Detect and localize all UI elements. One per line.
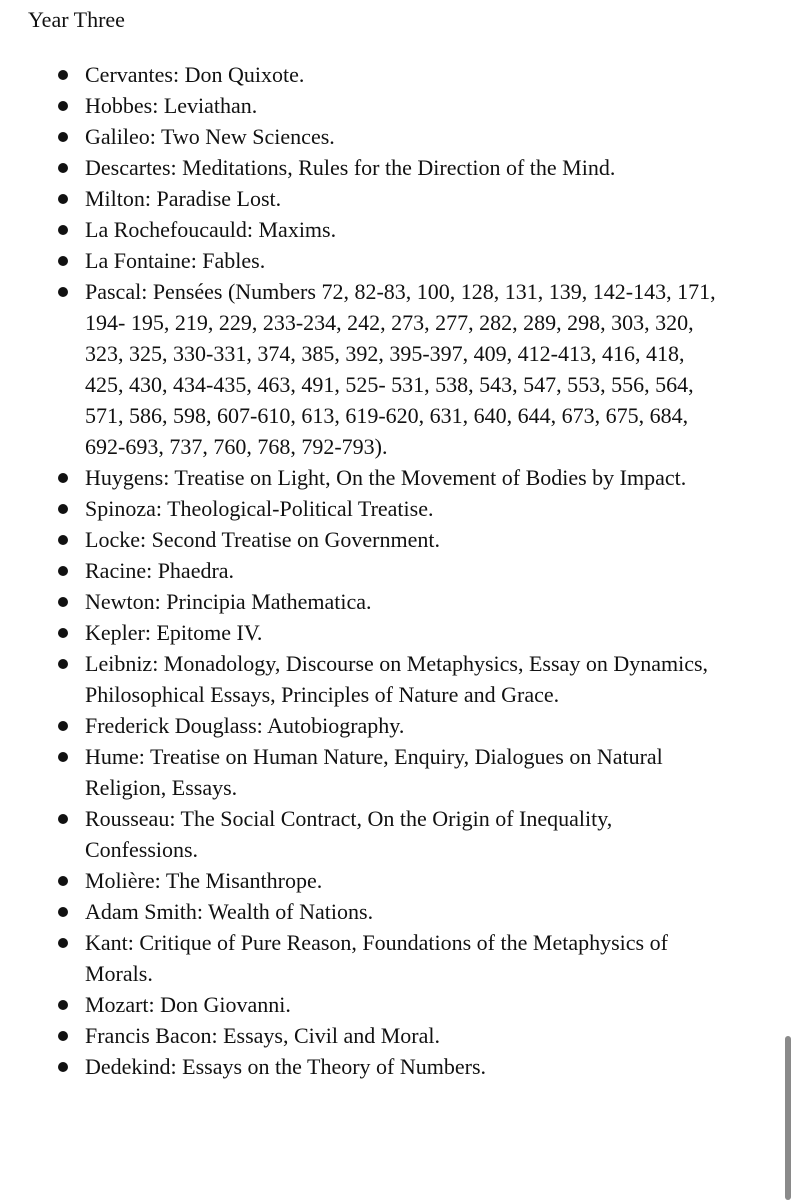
bullet-icon	[58, 1000, 68, 1010]
bullet-icon	[58, 225, 68, 235]
list-item	[0, 152, 760, 183]
list-item-text: Rousseau: The Social Contract, On the Origin of Inequality, Confessions.	[85, 806, 613, 862]
list-item	[0, 245, 760, 276]
bullet-icon	[58, 628, 68, 638]
bullet-icon	[58, 907, 68, 917]
bullet-icon	[58, 101, 68, 111]
list-item-text: Racine: Phaedra.	[85, 558, 235, 583]
list-item	[0, 214, 760, 245]
list-item-text: Francis Bacon: Essays, Civil and Moral.	[85, 1023, 441, 1048]
list-item	[0, 493, 760, 524]
list-item	[0, 803, 760, 865]
list-item-text: Huygens: Treatise on Light, On the Movement of Bodies by Impact.	[85, 465, 687, 490]
list-item	[0, 617, 760, 648]
list-item-text: Locke: Second Treatise on Government.	[85, 527, 440, 552]
list-item-text: Hume: Treatise on Human Nature, Enquiry, Dialogues on Natural Religion, Essays.	[85, 744, 663, 800]
list-item-text: Cervantes: Don Quixote.	[85, 62, 305, 87]
bullet-icon	[58, 938, 68, 948]
bullet-icon	[58, 1031, 68, 1041]
list-item-text: Kepler: Epitome IV.	[85, 620, 263, 645]
list-item	[0, 896, 760, 927]
list-item	[0, 865, 760, 896]
bullet-icon	[58, 194, 68, 204]
bullet-icon	[58, 814, 68, 824]
list-item-text: Milton: Paradise Lost.	[85, 186, 282, 211]
bullet-icon	[58, 70, 68, 80]
reading-list	[0, 59, 760, 1082]
list-item-text: Newton: Principia Mathematica.	[85, 589, 372, 614]
bullet-icon	[58, 566, 68, 576]
list-item-text: Dedekind: Essays on the Theory of Numbers.	[85, 1054, 487, 1079]
list-item-text: Hobbes: Leviathan.	[85, 93, 258, 118]
list-item	[0, 276, 760, 462]
bullet-icon	[58, 473, 68, 483]
list-item	[0, 989, 760, 1020]
bullet-icon	[58, 256, 68, 266]
list-item-text: Galileo: Two New Sciences.	[85, 124, 335, 149]
bullet-icon	[58, 1062, 68, 1072]
list-item	[0, 555, 760, 586]
scrollbar[interactable]	[782, 0, 794, 1200]
list-item	[0, 59, 760, 90]
list-item-text: Descartes: Meditations, Rules for the Direction of the Mind.	[85, 155, 616, 180]
bullet-icon	[58, 876, 68, 886]
list-item	[0, 648, 760, 710]
scrollbar-thumb[interactable]	[785, 1036, 791, 1200]
list-item	[0, 586, 760, 617]
list-item-text: Frederick Douglass: Autobiography.	[85, 713, 405, 738]
bullet-icon	[58, 504, 68, 514]
list-item	[0, 710, 760, 741]
bullet-icon	[58, 659, 68, 669]
list-item-text: Pascal: Pensées (Numbers 72, 82-83, 100, 128, 131, 139, 142-143, 171, 194- 195, 219, 229, 233-234, 242, 273, 277, 282, 289, 298, 303, 320, 323, 325, 330-331, 374, 385, 392, 395-397, 409, 412-413, 416, 418, 425, 430, 434-435, 463, 491, 525- 531, 538, 543, 547, 553, 556, 564, 571, 586, 598, 607-610, 613, 619-620, 631, 640, 644, 673, 675, 684, 692-693, 737, 760, 768, 792-793).	[85, 279, 716, 459]
list-item-text: Leibniz: Monadology, Discourse on Metaphysics, Essay on Dynamics, Philosophical Essays, Principles of Nature and Grace.	[85, 651, 709, 707]
list-item-text: Mozart: Don Giovanni.	[85, 992, 291, 1017]
list-item	[0, 183, 760, 214]
list-item-text: La Fontaine: Fables.	[85, 248, 266, 273]
list-item-text: Molière: The Misanthrope.	[85, 868, 323, 893]
list-item	[0, 741, 760, 803]
list-item-text: La Rochefoucauld: Maxims.	[85, 217, 337, 242]
bullet-icon	[58, 597, 68, 607]
section-heading: Year Three	[28, 7, 125, 32]
list-item-text: Spinoza: Theological-Political Treatise.	[85, 496, 434, 521]
list-item	[0, 462, 760, 493]
list-item	[0, 927, 760, 989]
list-item-text: Kant: Critique of Pure Reason, Foundations of the Metaphysics of Morals.	[85, 930, 668, 986]
bullet-icon	[58, 535, 68, 545]
bullet-icon	[58, 287, 68, 297]
bullet-icon	[58, 163, 68, 173]
bullet-icon	[58, 752, 68, 762]
list-item	[0, 1020, 760, 1051]
bullet-icon	[58, 132, 68, 142]
list-item	[0, 1051, 760, 1082]
list-item	[0, 524, 760, 555]
list-item	[0, 121, 760, 152]
list-item-text: Adam Smith: Wealth of Nations.	[85, 899, 374, 924]
list-item	[0, 90, 760, 121]
bullet-icon	[58, 721, 68, 731]
